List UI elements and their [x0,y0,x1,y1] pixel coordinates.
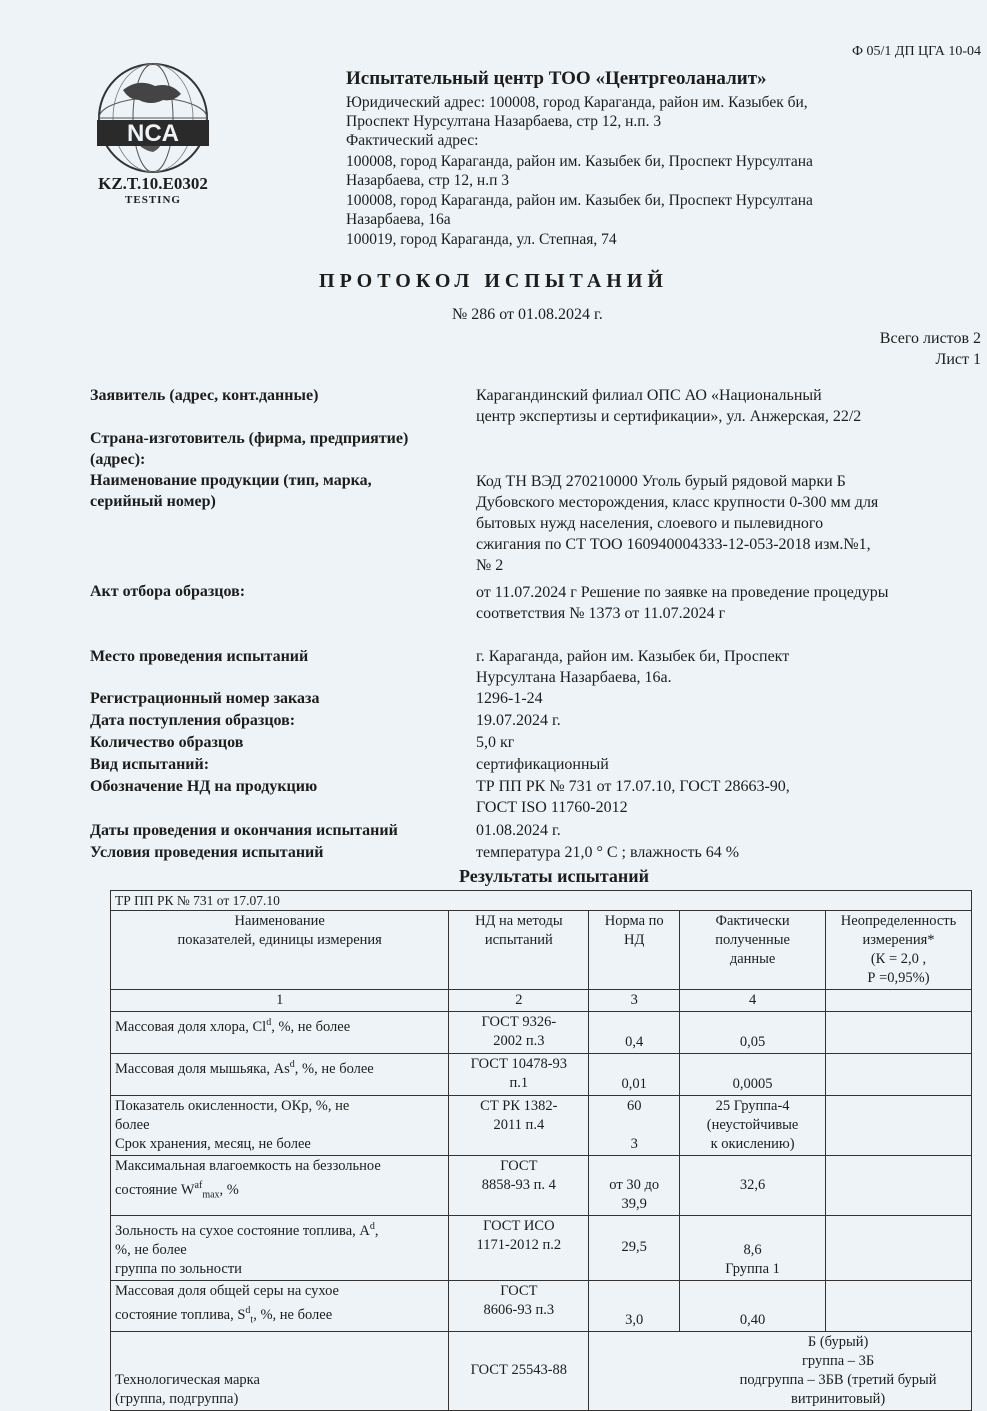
logo-subtitle: TESTING [125,194,181,206]
column-number: 4 [680,990,826,1012]
address-line: 100019, город Караганда, ул. Степная, 74 [346,231,617,248]
info-value-test-type: сертификационный [476,756,609,773]
table-row [111,1054,972,1096]
info-label-country: (адрес): [90,451,146,468]
table-row [111,1156,972,1216]
actual-cell: 0,0005 [680,1054,826,1096]
norm-cell: 60 3 [589,1096,680,1156]
actual-cell: 0,40 [680,1280,826,1331]
method-cell: ГОСТ ИСО 1171-2012 п.2 [449,1216,589,1281]
info-value-location: г. Караганда, район им. Казыбек би, Проспект [476,648,790,665]
norm-cell: от 30 до 39,9 [589,1156,680,1216]
info-label-receipt-date: Дата поступления образцов: [90,712,296,729]
header-uncertainty: Неопределенность измерения* (К = 2,0 , Р =0,95%) [826,911,972,990]
column-number: 3 [589,990,680,1012]
method-cell: ГОСТ 25543-88 [449,1331,589,1410]
norm-cell: 29,5 [589,1216,680,1281]
info-label-product: Наименование продукции (тип, марка, [90,472,372,489]
info-value-location: Нурсултана Назарбаева, 16а. [476,669,672,686]
method-cell: ГОСТ 8858-93 п. 4 [449,1156,589,1216]
method-cell: ГОСТ 10478-93 п.1 [449,1054,589,1096]
info-value-product: бытовых нужд населения, слоевого и пылевидного [476,515,824,532]
info-value-product: № 2 [476,557,504,574]
actual-cell: 8,6 Группа 1 [680,1216,826,1281]
actual-cell: 25 Группа-4 (неустойчивые к окислению) [680,1096,826,1156]
info-value-sampling: соответствия № 1373 от 11.07.2024 г [476,605,726,622]
info-label-country: Страна-изготовитель (фирма, предприятие) [90,430,409,447]
info-label-quantity: Количество образцов [90,734,244,751]
merged-result-cell: Б (бурый) группа – 3Б подгруппа – 3БВ (третий бурый витринитовый) [589,1331,972,1410]
indicator-cell: Максимальная влагоемкость на беззольное состояние $W^{af}_{max}$, % [111,1156,449,1216]
uncertainty-cell [826,1280,972,1331]
table-header-row [111,911,972,990]
address-line: Юридический адрес: 100008, город Караганда, район им. Казыбек би, [346,94,808,111]
uncertainty-cell [826,1054,972,1096]
results-table [110,890,972,1411]
uncertainty-cell [826,1216,972,1281]
norm-cell: 3,0 [589,1280,680,1331]
indicator-cell: Показатель окисленности, ОКр, %, не более Срок хранения, месяц, не более [111,1096,449,1156]
info-value-quantity: 5,0 кг [476,734,515,751]
address-line: Фактический адрес: [346,132,479,149]
info-value-product: сжигания по СТ ТОО 160940004333-12-053-2018 изм.№1, [476,536,871,553]
info-label-applicant: Заявитель (адрес, конт.данные) [90,387,319,404]
indicator-cell: Массовая доля хлора, Cl$^d$, %, не более [111,1012,449,1054]
info-value-conditions: температура 21,0 ° С ; влажность 64 % [476,844,740,861]
indicator-cell: Массовая доля мышьяка, As$^d$, %, не более [111,1054,449,1096]
results-title: Результаты испытаний [459,866,650,886]
method-cell: СТ РК 1382- 2011 п.4 [449,1096,589,1156]
indicator-cell: Массовая доля общей серы на сухое состояние топлива, $S^d_t$, %, не более [111,1280,449,1331]
indicator-cell: Технологическая марка (группа, подгруппа) [111,1331,449,1410]
certification-logo [78,60,228,206]
info-label-sampling: Акт отбора образцов: [90,583,246,600]
info-label-location: Место проведения испытаний [90,648,309,665]
info-label-order: Регистрационный номер заказа [90,690,320,707]
sheet-info [880,328,981,370]
uncertainty-cell [826,1012,972,1054]
actual-cell: 32,6 [680,1156,826,1216]
indicator-cell: Зольность на сухое состояние топлива, $A^d$, %, не более группа по зольности [111,1216,449,1281]
info-value-applicant: Карагандинский филиал ОПС АО «Национальный [476,387,822,404]
info-value-test-dates: 01.08.2024 г. [476,822,561,839]
info-value-standards: ТР ПП РК № 731 от 17.07.10, ГОСТ 28663-90, [476,778,790,795]
info-value-applicant: центр экспертизы и сертификации», ул. Анжерская, 22/2 [476,408,862,425]
header-norm: Норма по НД [589,911,680,990]
address-line: 100008, город Караганда, район им. Казыбек би, Проспект Нурсултана [346,153,813,170]
address-line: 100008, город Караганда, район им. Казыбек би, Проспект Нурсултана [346,192,813,209]
globe-emblem-icon [93,60,213,178]
norm-cell: 0,01 [589,1054,680,1096]
accreditation-code: KZ.T.10.E0302 [98,174,208,193]
info-value-sampling: от 11.07.2024 г Решение по заявке на проведение процедуры [476,584,889,601]
table-row [111,1012,972,1054]
uncertainty-cell [826,1156,972,1216]
column-number: 2 [449,990,589,1012]
header-actual: Фактически полученные данные [680,911,826,990]
info-label-test-type: Вид испытаний: [90,756,210,773]
form-code: Ф 05/1 ДП ЦГА 10-04 [851,44,981,59]
table-caption: ТР ПП РК № 731 от 17.07.10 [111,891,972,911]
info-label-product: серийный номер) [90,493,216,510]
info-label-standards: Обозначение НД на продукцию [90,778,318,795]
info-value-product: Дубовского месторождения, класс крупности 0-300 мм для [476,494,879,511]
info-value-product: Код ТН ВЭД 270210000 Уголь бурый рядовой марки Б [476,473,846,490]
logo-emblem-text: NCA [127,120,179,147]
address-line: Проспект Нурсултана Назарбаева, стр 12, н.п. 3 [346,113,662,130]
sheet-number: Лист 1 [935,351,981,368]
table-row [111,1096,972,1156]
info-value-order: 1296-1-24 [476,690,543,707]
actual-cell: 0,05 [680,1012,826,1054]
address-line: Назарбаева, 16а [346,211,451,228]
header-method: НД на методы испытаний [449,911,589,990]
header-indicator: Наименование показателей, единицы измерения [111,911,449,990]
column-number-row [111,990,972,1012]
protocol-title: ПРОТОКОЛ ИСПЫТАНИЙ [319,270,668,292]
table-row [111,1280,972,1331]
table-row [111,1216,972,1281]
info-value-standards: ГОСТ ISO 11760-2012 [476,799,628,816]
table-row [111,1331,972,1410]
method-cell: ГОСТ 9326- 2002 п.3 [449,1012,589,1054]
protocol-number: № 286 от 01.08.2024 г. [452,306,603,323]
column-number [826,990,972,1012]
total-sheets: Всего листов 2 [879,330,981,347]
norm-cell: 0,4 [589,1012,680,1054]
column-number: 1 [111,990,449,1012]
info-label-conditions: Условия проведения испытаний [90,844,324,861]
method-cell: ГОСТ 8606-93 п.3 [449,1280,589,1331]
table-caption-row [111,891,972,911]
address-line: Назарбаева, стр 12, н.п 3 [346,172,510,189]
organization-title: Испытательный центр ТОО «Центргеоланалит» [346,68,767,89]
info-label-test-dates: Даты проведения и окончания испытаний [90,822,398,839]
info-value-receipt-date: 19.07.2024 г. [476,712,561,729]
uncertainty-cell [826,1096,972,1156]
